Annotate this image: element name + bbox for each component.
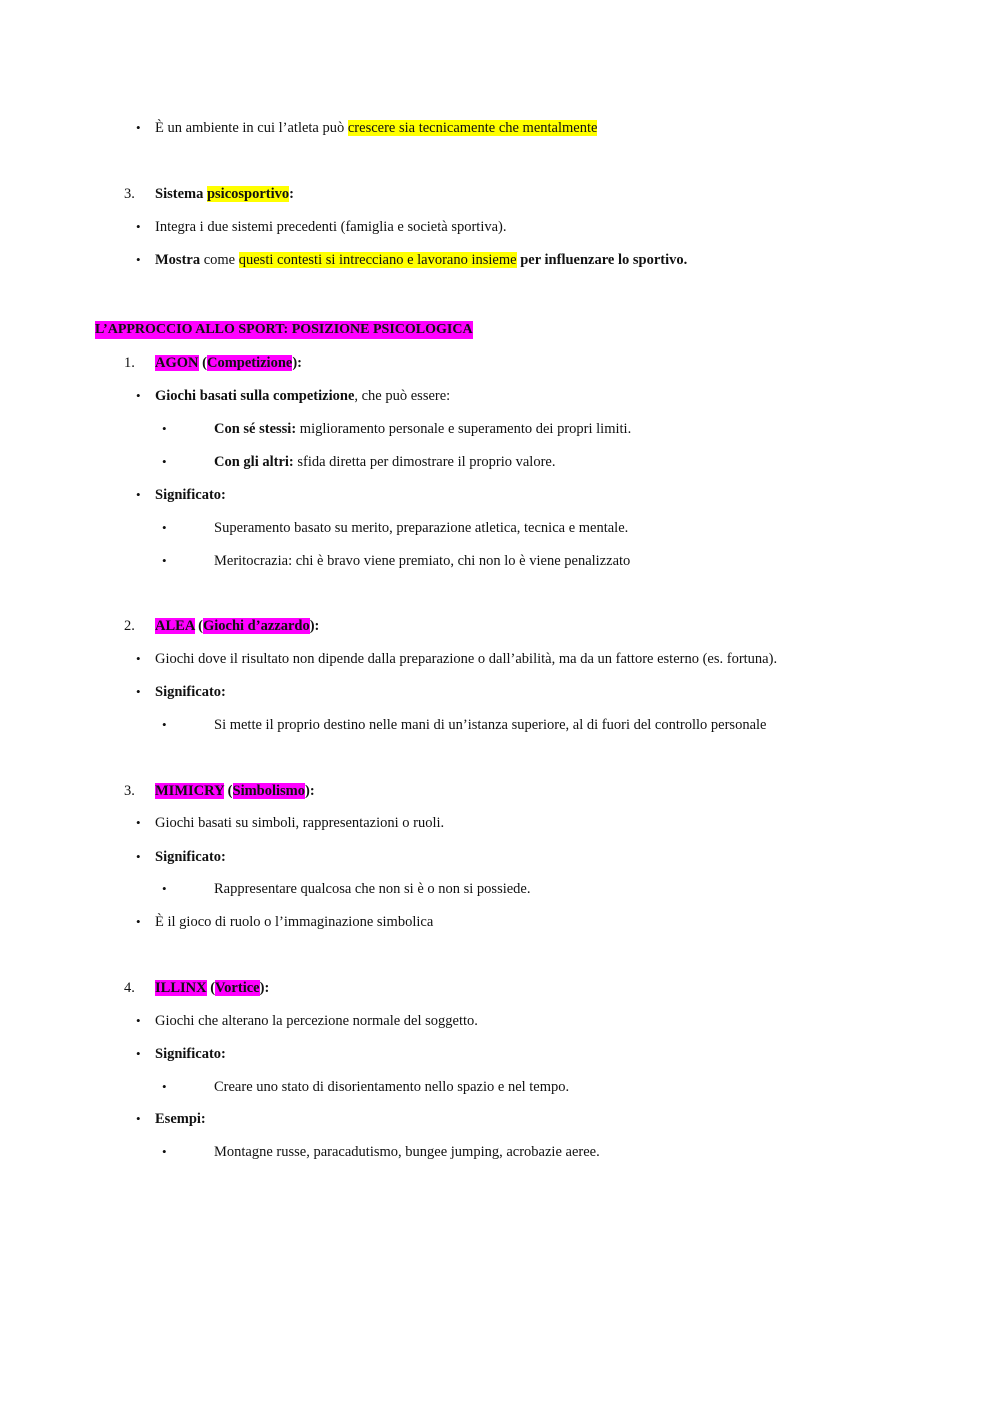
text: ): xyxy=(259,980,270,996)
list-item xyxy=(155,119,597,137)
highlighted-text: MIMICRY xyxy=(155,783,225,799)
sub-list-item: • Montagne russe, paracadutismo, bungee jumping, acrobazie aeree. xyxy=(214,1143,600,1161)
text: , che può essere: xyxy=(354,388,451,404)
list-item: • Giochi basati su simboli, rappresentazioni o ruoli. xyxy=(155,814,444,832)
list-item: • Giochi dove il risultato non dipende dalla preparazione o dall’abilità, ma da un fattore esterno (es. fortuna). xyxy=(155,650,777,668)
text: miglioramento personale e superamento dei propri limiti. xyxy=(296,421,632,437)
highlighted-text: Competizione xyxy=(206,355,293,371)
highlighted-text: psicosportivo xyxy=(206,186,290,202)
list-number: 3. xyxy=(124,783,135,799)
section-title-sistema xyxy=(124,185,294,203)
text: Con gli altri: xyxy=(214,454,294,470)
text: Sistema xyxy=(155,186,207,202)
text: per influenzare lo sportivo. xyxy=(516,252,688,268)
sub-list-item xyxy=(214,453,555,471)
text: Significato: xyxy=(155,1046,226,1062)
text: ): xyxy=(292,355,303,371)
list-item xyxy=(155,1045,226,1063)
list-item: • Giochi che alterano la percezione normale del soggetto. xyxy=(155,1012,478,1030)
list-number: 2. xyxy=(124,618,135,634)
text: : xyxy=(289,186,294,202)
text: Con sé stessi: xyxy=(214,421,297,437)
list-item xyxy=(155,486,226,504)
sub-list-item: • Meritocrazia: chi è bravo viene premiato, chi non lo è viene penalizzato xyxy=(214,552,630,570)
highlighted-text: crescere sia tecnicamente che mentalmente xyxy=(347,120,598,136)
sub-list-item: • Superamento basato su merito, preparazione atletica, tecnica e mentale. xyxy=(214,519,628,537)
list-item xyxy=(155,683,226,701)
text: ( xyxy=(198,355,207,371)
sub-list-item xyxy=(214,420,631,438)
section-title-ilinx xyxy=(124,979,270,997)
section-title-agon xyxy=(124,354,303,372)
text: ( xyxy=(224,783,233,799)
text: ( xyxy=(194,618,203,634)
text: sfida diretta per dimostrare il proprio valore. xyxy=(293,454,556,470)
section-heading: L’APPROCCIO ALLO SPORT: POSIZIONE PSICOLOGICA xyxy=(95,322,473,337)
list-item xyxy=(155,387,450,405)
text: Mostra xyxy=(155,252,201,268)
text: Significato: xyxy=(155,849,226,865)
highlighted-text: ILLINX xyxy=(155,980,207,996)
text: Esempi: xyxy=(155,1111,206,1127)
list-number: 1. xyxy=(124,355,135,371)
highlighted-text: ALEA xyxy=(155,618,195,634)
highlighted-text: questi contesti si intrecciano e lavorano insieme xyxy=(238,252,517,268)
highlighted-text: AGON xyxy=(155,355,199,371)
list-item: • Integra i due sistemi precedenti (famiglia e società sportiva). xyxy=(155,218,507,236)
list-number: 3. xyxy=(124,186,135,202)
list-number: 4. xyxy=(124,980,135,996)
sub-list-item: • Rappresentare qualcosa che non si è o non si possiede. xyxy=(214,880,531,898)
text: ): xyxy=(305,783,315,799)
section-title-alea xyxy=(124,617,320,635)
sub-list-item: • Si mette il proprio destino nelle mani di un’istanza superiore, al di fuori del controllo personale xyxy=(214,716,766,734)
text: È un ambiente in cui l’atleta può xyxy=(155,120,348,136)
sub-list-item: • Creare uno stato di disorientamento nello spazio e nel tempo. xyxy=(214,1078,569,1096)
text: Significato: xyxy=(155,487,226,503)
text: ): xyxy=(309,618,320,634)
list-item: • È il gioco di ruolo o l’immaginazione simbolica xyxy=(155,913,433,931)
text: come xyxy=(200,252,239,268)
list-item xyxy=(155,848,226,866)
highlighted-text: Vortice xyxy=(215,980,260,996)
highlighted-text: Simbolismo xyxy=(232,783,306,799)
list-item xyxy=(155,251,687,269)
list-item xyxy=(155,1110,206,1128)
text: Giochi basati sulla competizione xyxy=(155,388,355,404)
text: Significato: xyxy=(155,684,226,700)
highlighted-text: Giochi d’azzardo xyxy=(202,618,310,634)
text: ( xyxy=(206,980,216,996)
section-title-mimicry xyxy=(124,782,315,800)
